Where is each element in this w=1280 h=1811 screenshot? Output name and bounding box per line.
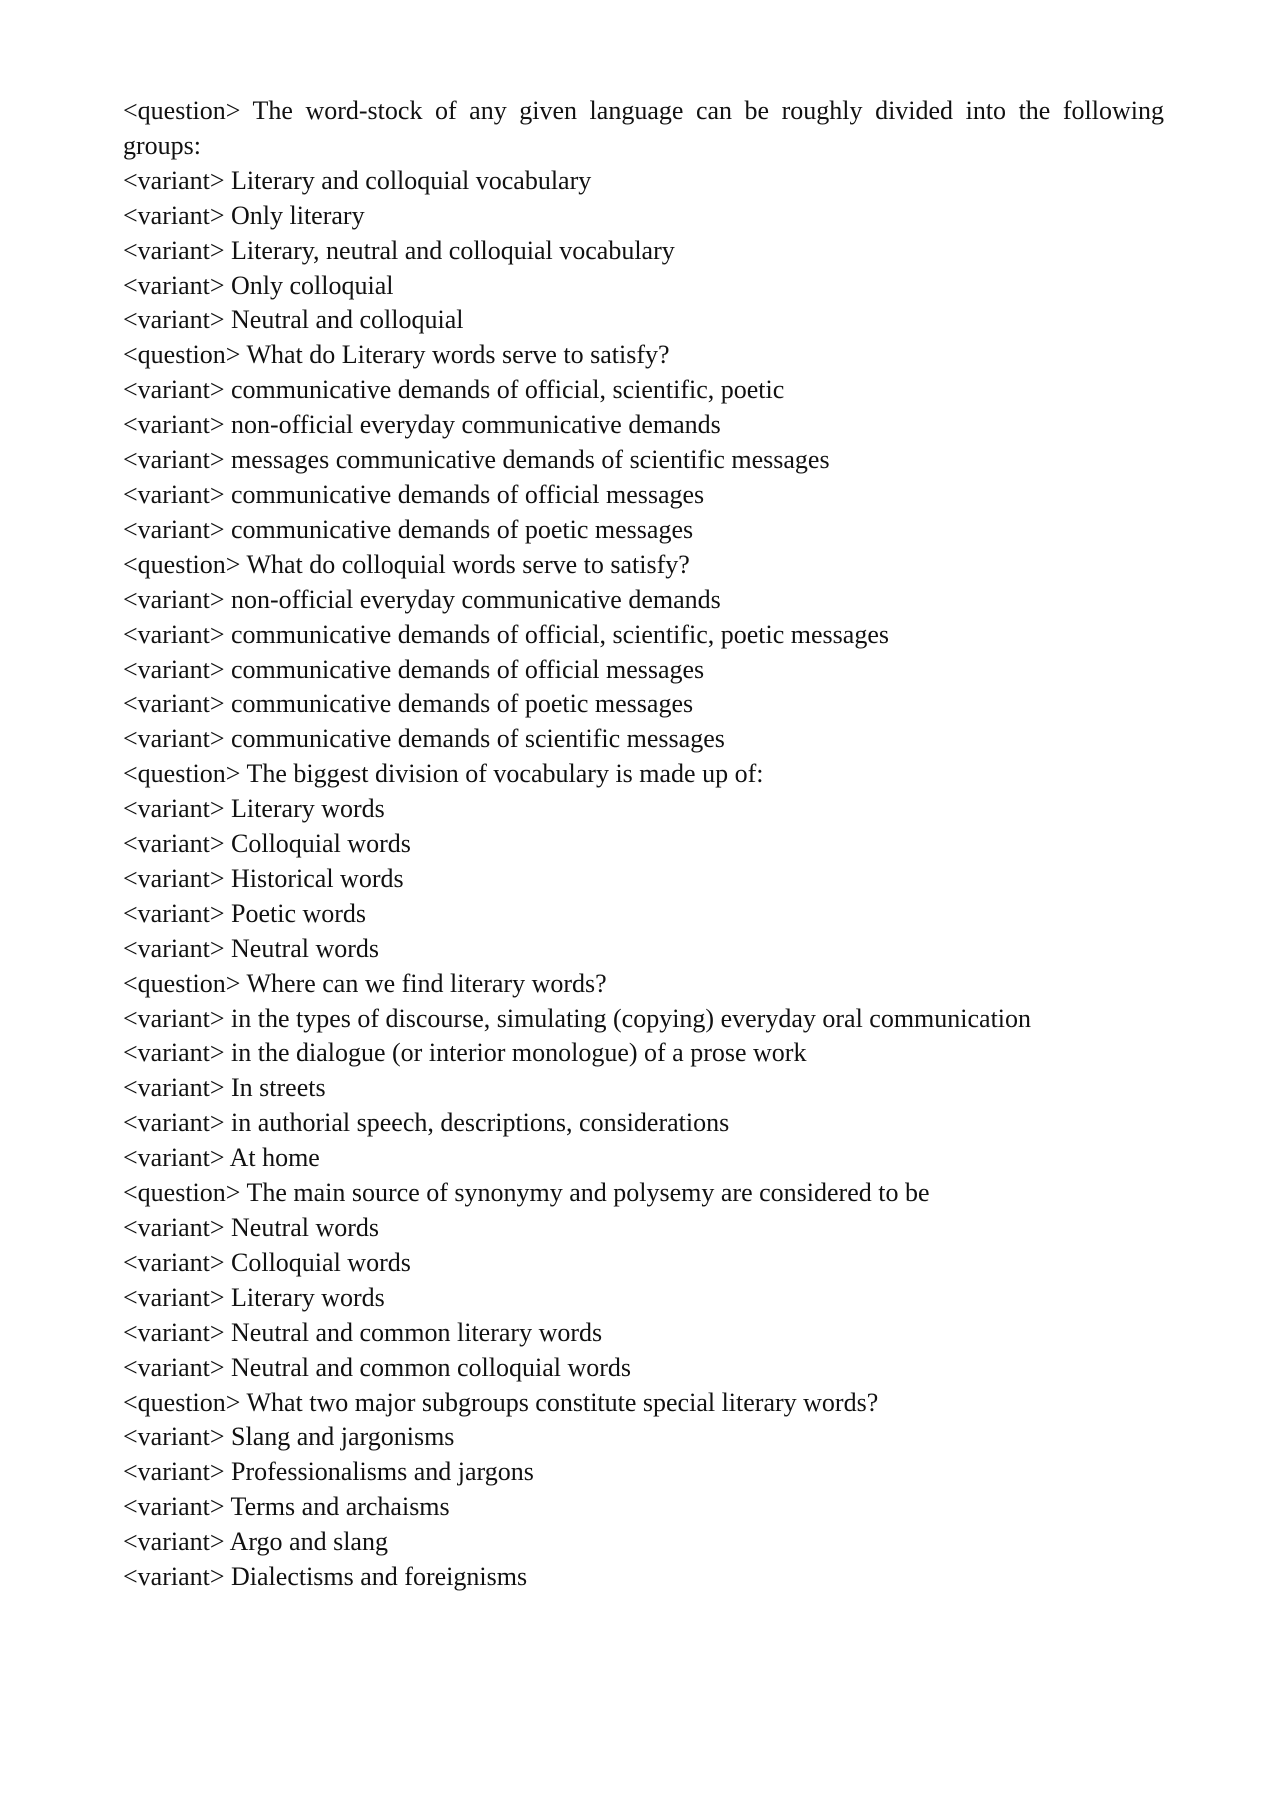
variant-line: <variant> Colloquial words — [123, 1247, 411, 1277]
variant-line: <variant> Neutral and common colloquial words — [123, 1352, 632, 1382]
variant-line: <variant> Slang and jargonisms — [123, 1422, 455, 1452]
variant-line: <variant> Literary and colloquial vocabulary — [123, 165, 592, 195]
variant-line: <variant> Dialectisms and foreignisms — [123, 1562, 528, 1592]
question-line: <question> The main source of synonymy and polysemy are considered to be — [123, 1178, 930, 1208]
question-line: <question> What do colloquial words serve to satisfy? — [123, 549, 690, 579]
variant-line: <variant> In streets — [123, 1073, 326, 1103]
variant-line: <variant> in the dialogue (or interior monologue) of a prose work — [123, 1038, 807, 1068]
question-line: <question> What do Literary words serve to satisfy? — [123, 340, 670, 370]
question-line: <question> The word-stock of any given language can be roughly divided into the following groups: — [123, 96, 1171, 160]
variant-line: <variant> non-official everyday communicative demands — [123, 584, 721, 614]
variant-line: <variant> Historical words — [123, 863, 404, 893]
variant-line: <variant> Neutral and colloquial — [123, 305, 464, 335]
question-line: <question> The biggest division of vocabulary is made up of: — [123, 759, 764, 789]
variant-line: <variant> Neutral words — [123, 1213, 380, 1242]
variant-line: <variant> in the types of discourse, simulating (copying) everyday oral communication — [123, 1003, 1032, 1033]
variant-line: <variant> Literary, neutral and colloquial vocabulary — [123, 235, 675, 265]
variant-line: <variant> communicative demands of official messages — [123, 479, 705, 509]
variant-line: <variant> Only colloquial — [123, 270, 394, 300]
variant-line: <variant> communicative demands of scientific messages — [123, 724, 725, 754]
variant-line: <variant> Terms and archaisms — [123, 1492, 450, 1522]
variant-line: <variant> non-official everyday communicative demands — [123, 410, 721, 440]
variant-line: <variant> communicative demands of poetic messages — [123, 514, 694, 544]
variant-line: <variant> Neutral words — [123, 933, 380, 963]
variant-line: <variant> communicative demands of official, scientific, poetic — [123, 375, 785, 405]
variant-line: <variant> Only literary — [123, 200, 365, 230]
variant-line: <variant> communicative demands of poetic messages — [123, 689, 694, 719]
variant-line: <variant> Literary words — [123, 1282, 385, 1312]
variant-line: <variant> Argo and slang — [123, 1527, 388, 1557]
variant-line: <variant> Poetic words — [123, 898, 367, 928]
variant-line: <variant> in authorial speech, descriptions, considerations — [123, 1108, 730, 1138]
variant-line: <variant> messages communicative demands of scientific messages — [123, 445, 830, 475]
variant-line: <variant> Professionalisms and jargons — [123, 1457, 534, 1487]
question-line: <question> Where can we find literary words? — [123, 968, 607, 998]
variant-line: <variant> At home — [123, 1143, 320, 1173]
variant-line: <variant> Literary words — [123, 794, 385, 824]
variant-line: <variant> Neutral and common literary words — [123, 1317, 603, 1347]
variant-line: <variant> Colloquial words — [123, 829, 411, 859]
question-line: <question> What two major subgroups constitute special literary words? — [123, 1387, 879, 1417]
variant-line: <variant> communicative demands of official messages — [123, 654, 705, 684]
variant-line: <variant> communicative demands of official, scientific, poetic messages — [123, 619, 889, 649]
document-text — [123, 94, 1171, 1595]
